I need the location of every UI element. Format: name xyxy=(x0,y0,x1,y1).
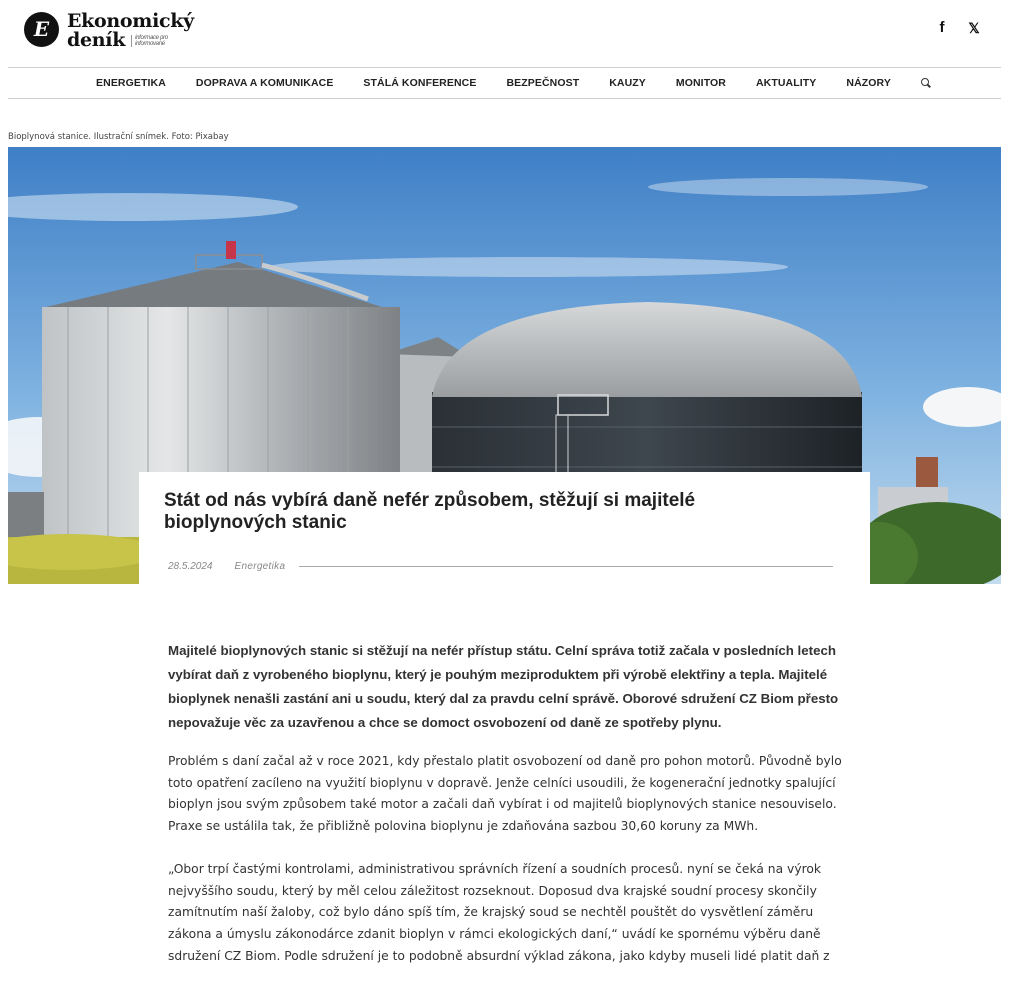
nav-item-kauzy[interactable]: KAUZY xyxy=(609,77,646,89)
article-date: 28.5.2024 xyxy=(168,561,213,572)
nav-item-energetika[interactable]: ENERGETIKA xyxy=(96,77,166,89)
nav-item-monitor[interactable]: MONITOR xyxy=(675,77,726,89)
nav-item-nazory[interactable]: NÁZORY xyxy=(846,77,891,89)
article-category[interactable]: Energetika xyxy=(234,561,286,572)
article-title-card xyxy=(139,472,870,584)
logo-badge: E xyxy=(24,12,59,47)
search-icon[interactable] xyxy=(921,78,931,88)
nav-item-doprava[interactable]: DOPRAVA A KOMUNIKACE xyxy=(195,77,334,89)
x-icon[interactable]: 𝕏 xyxy=(968,20,980,36)
article-title: Stát od nás vybírá daně nefér způsobem, stěžují si majitelé bioplynových stanic xyxy=(164,490,696,533)
site-logo[interactable] xyxy=(24,12,194,50)
nav-item-aktuality[interactable]: AKTUALITY xyxy=(755,77,817,89)
meta-divider xyxy=(299,566,833,567)
nav-item-bezpecnost[interactable]: BEZPEČNOST xyxy=(506,77,580,89)
article-lead: Majitelé bioplynových stanic si stěžují na nefér přístup státu. Celní správa totiž začala v posledních letech vybírat daň z vyrobeného bioplynu, který je pouhým meziproduktem při výrobě elektřiny a tepla. Majitelé bioplynek nenašli zastání ani u soudu, který dal za pravdu celní správě. Oborové sdružení CZ Biom přesto nepovažuje věc za uzavřenou a chce se domoct osvobození od daně ze spotřeby plynu. xyxy=(168,643,839,730)
article-body xyxy=(168,639,848,982)
logo-name-line2: deník xyxy=(67,29,126,51)
main-navigation xyxy=(8,67,1001,99)
facebook-icon[interactable]: f xyxy=(939,19,945,36)
article-paragraph: Problém s daní začal až v roce 2021, kdy přestalo platit osvobození od daně pro pohon motorů. Původně bylo toto opatření zacíleno na využití bioplynu v dopravě. Jenže celníci usoudili, že kogenerační jednotky spalující bioplyn jsou svým způsobem také motor a začali daň vybírat i od majitelů bioplynových stanice nesouviselo. Praxe se ustálila tak, že přibližně polovina bioplynu je zdaňována sazbou 30,60 koruny za MWh. xyxy=(168,754,842,834)
site-header xyxy=(0,0,1012,67)
article-meta xyxy=(168,561,833,572)
article-paragraph: „Obor trpí častými kontrolami, administrativou správních řízení a soudních procesů. nyní se čeká na výrok nejvyššího soudu, který by měl celou záležitost rozseknout. Doposud dva krajské soudní procesy skončily zamítnutím naší žaloby, což bylo dáno spíš tím, že krajský soud se nechtěl pouštět do vysvětlení záměru zákona a úmyslu zákonodárce zdanit bioplyn v rámci ekologických daní,“ uvádí ke spornému výběru daně sdružení CZ Biom. Podle sdružení je to podobně absurdní výklad zákona, jako kdyby museli lidé platit daň z xyxy=(168,861,830,963)
logo-tagline: informace pro informované xyxy=(131,35,171,47)
social-links xyxy=(936,20,980,36)
nav-item-konference[interactable]: STÁLÁ KONFERENCE xyxy=(363,77,477,89)
logo-name-line2-row xyxy=(67,31,194,50)
logo-name-line1: Ekonomický xyxy=(67,10,194,32)
image-caption: Bioplynová stanice. Ilustrační snímek. Foto: Pixabay xyxy=(8,132,229,142)
logo-wordmark xyxy=(67,12,194,50)
